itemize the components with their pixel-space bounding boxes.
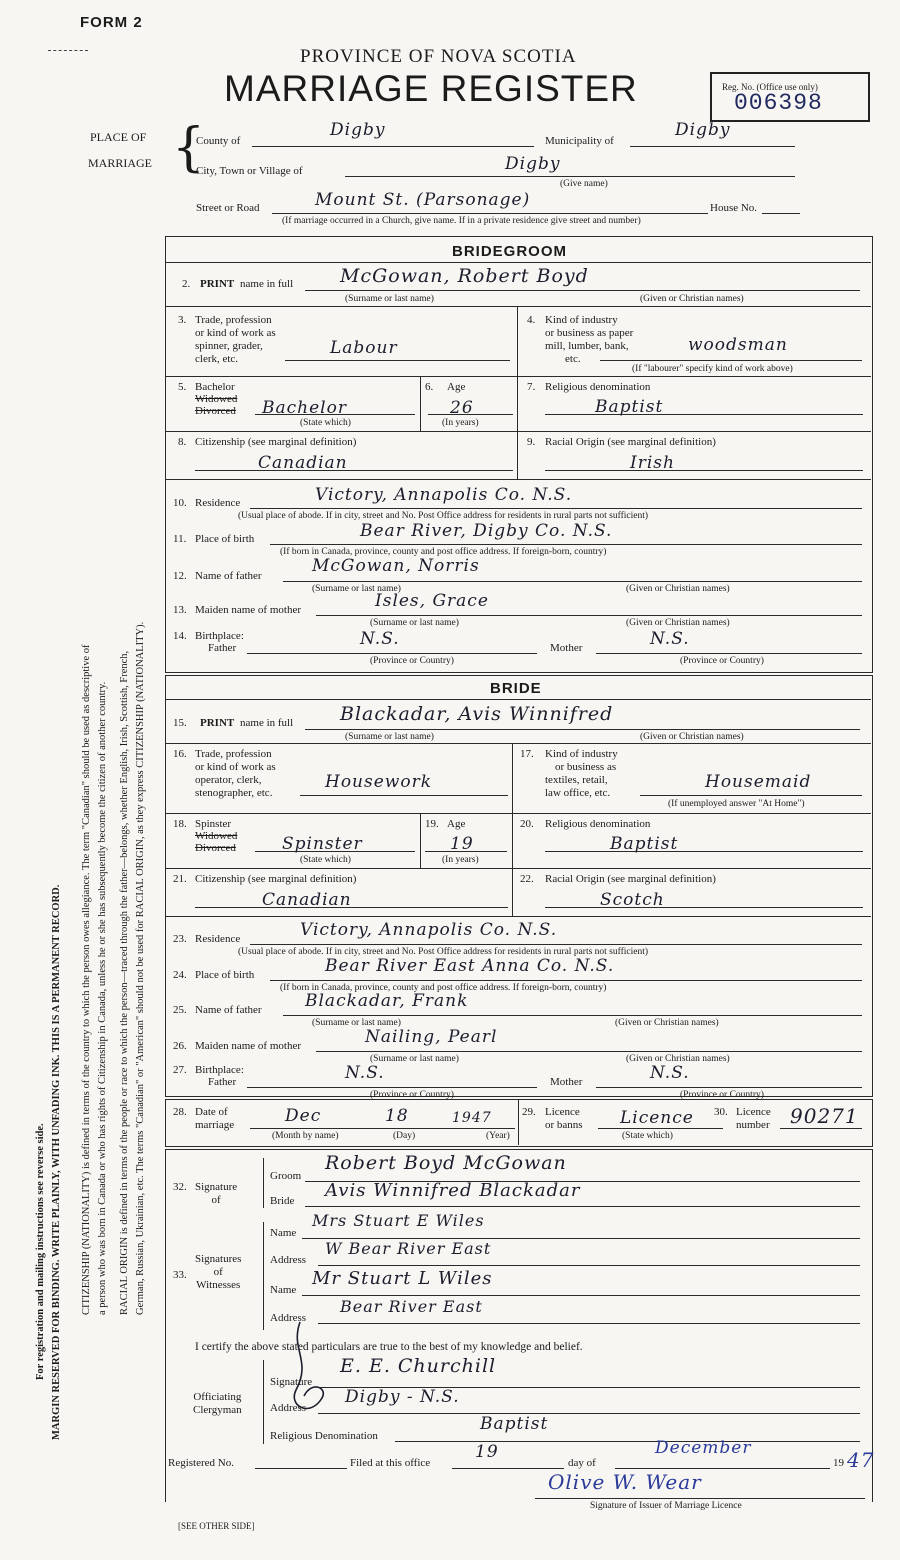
filed-day-value: 19: [475, 1442, 499, 1462]
month-caption: (Month by name): [272, 1131, 339, 1141]
certify-text: I certify the above stated particulars are true to the best of my knowledge and belief.: [195, 1341, 583, 1353]
item-number: 2.: [182, 278, 191, 290]
groom-trade-value: Labour: [330, 338, 398, 358]
mother-bp-label: Mother: [550, 642, 583, 654]
name-label: Name: [270, 1284, 297, 1296]
bride-name-label: name in full: [240, 717, 294, 729]
address-label: Address: [270, 1312, 307, 1324]
binding-mark: [48, 50, 88, 51]
margin-racial-2: German, Russian, Ukrainian, etc. The terms "Canadian" or "American" should not be used for RACIAL ORIGIN, as they express CITIZENSHIP (NATIONALITY).: [135, 621, 146, 1315]
years-caption: (In years): [442, 418, 479, 428]
brace: {: [172, 118, 206, 178]
province-heading: PROVINCE OF NOVA SCOTIA: [300, 46, 577, 67]
groom-age-label: Age: [447, 381, 466, 393]
bride-birth-value: Bear River East Anna Co. N.S.: [325, 956, 615, 976]
date-label: Date of marriage: [195, 1106, 235, 1131]
signature-label: Signature of: [195, 1181, 238, 1206]
margin-citizenship-2: a person who was born in Canada or who has rights of Citizenship in Canada, unless he or she has subsequently become the citizen of another country.: [97, 681, 108, 1315]
licence-value: Licence: [620, 1108, 694, 1128]
state-caption: (State which): [622, 1131, 673, 1141]
item-number: 3.: [178, 314, 187, 326]
registered-no-label: Registered No.: [168, 1457, 234, 1469]
given-caption: (Given or Christian names): [626, 1054, 730, 1064]
reg-no-value: 006398: [734, 90, 823, 116]
bride-signature: Avis Winnifred Blackadar: [325, 1180, 581, 1201]
witness-1-address: W Bear River East: [325, 1239, 492, 1258]
groom-mother-bp-value: N.S.: [650, 629, 690, 649]
clergy-signature-label: Signature: [270, 1376, 313, 1388]
province-caption: (Province or Country): [680, 656, 764, 666]
item-number: 16.: [173, 748, 187, 760]
state-caption: (State which): [300, 855, 351, 865]
item-number: 17.: [520, 748, 534, 760]
municipality-value: Digby: [675, 120, 731, 140]
groom-racial-value: Irish: [630, 453, 675, 473]
item-number: 13.: [173, 604, 187, 616]
clergy-label: Officiating Clergyman: [193, 1391, 242, 1416]
groom-birthplace-label: Birthplace:: [195, 630, 244, 642]
form-label: FORM 2: [80, 14, 143, 31]
bride-birthplace-label: Birthplace:: [195, 1064, 244, 1076]
groom-industry-label: Kind of industry or business as paper mill, lumber, bank, etc.: [545, 314, 634, 365]
industry-caption: (If unemployed answer "At Home"): [668, 799, 805, 809]
day-caption: (Day): [393, 1131, 416, 1141]
groom-sig-label: Groom: [270, 1170, 302, 1182]
groom-religion-label: Religious denomination: [545, 381, 651, 393]
bride-age-label: Age: [447, 818, 466, 830]
years-caption: (In years): [442, 855, 479, 865]
bride-religion-value: Baptist: [610, 834, 679, 854]
surname-caption: (Surname or last name): [370, 618, 459, 628]
margin-racial-1: RACIAL ORIGIN is defined in terms of the people or race to which the person—traced through the father—belongs, whether English, Irish, Scottish, French,: [119, 650, 130, 1315]
item-number: 20.: [520, 818, 534, 830]
surname-caption: (Surname or last name): [345, 732, 434, 742]
bride-trade-value: Housework: [325, 772, 433, 792]
groom-age-value: 26: [450, 398, 474, 418]
clergy-address-label: Address: [270, 1402, 307, 1414]
groom-residence-label: Residence: [195, 497, 241, 509]
see-other-side: [SEE OTHER SIDE]: [178, 1521, 255, 1531]
name-label: Name: [270, 1227, 297, 1239]
city-label: City, Town or Village of: [196, 165, 303, 177]
day-of-label: day of: [568, 1457, 596, 1469]
item-number: 18.: [173, 818, 187, 830]
groom-religion-value: Baptist: [595, 397, 664, 417]
item-number: 24.: [173, 969, 187, 981]
municipality-label: Municipality of: [545, 135, 614, 147]
house-label: House No.: [710, 202, 758, 214]
bride-citizenship-value: Canadian: [262, 890, 352, 910]
item-number: 22.: [520, 873, 534, 885]
birth-caption: (If born in Canada, province, county and post office address. If foreign-born, country): [280, 547, 607, 557]
item-number: 4.: [527, 314, 536, 326]
item-number: 33.: [173, 1269, 187, 1281]
groom-signature: Robert Boyd McGowan: [325, 1152, 567, 1174]
state-caption: (State which): [300, 418, 351, 428]
item-number: 12.: [173, 570, 187, 582]
city-value: Digby: [505, 154, 561, 174]
mother-bp-label: Mother: [550, 1076, 583, 1088]
given-caption: (Given or Christian names): [626, 618, 730, 628]
item-number: 30.: [714, 1106, 728, 1118]
groom-status-value: Bachelor: [262, 398, 347, 418]
marriage-day-value: 18: [385, 1106, 409, 1126]
item-number: 15.: [173, 717, 187, 729]
bride-industry-value: Housemaid: [705, 772, 812, 792]
groom-name-label: name in full: [240, 278, 294, 290]
reg-no-box: [710, 72, 870, 122]
province-caption: (Province or Country): [370, 656, 454, 666]
street-label: Street or Road: [196, 202, 260, 214]
item-number: 26.: [173, 1040, 187, 1052]
street-note: (If marriage occurred in a Church, give name. If in a private residence give street and number): [282, 216, 641, 226]
bride-mother-label: Maiden name of mother: [195, 1040, 301, 1052]
given-caption: (Given or Christian names): [615, 1018, 719, 1028]
bride-father-bp-value: N.S.: [345, 1063, 385, 1083]
residence-caption: (Usual place of abode. If in city, street and No. Post Office address for residents in rural parts not sufficient): [238, 511, 649, 521]
groom-father-label: Name of father: [195, 570, 262, 582]
clergy-denomination-label: Religious Denomination: [270, 1430, 378, 1442]
bride-name-value: Blackadar, Avis Winnifred: [340, 703, 614, 725]
street-value: Mount St. (Parsonage): [315, 190, 531, 210]
item-number: 29.: [522, 1106, 536, 1118]
given-caption: (Given or Christian names): [640, 732, 744, 742]
groom-trade-label: Trade, profession or kind of work as spinner, grader, clerk, etc.: [195, 314, 276, 365]
bride-citizenship-label: Citizenship (see marginal definition): [195, 873, 357, 885]
birth-caption: (If born in Canada, province, county and post office address. If foreign-born, country): [280, 983, 607, 993]
item-number: 11.: [173, 533, 187, 545]
print-label: PRINT: [200, 717, 235, 729]
clergy-signature: E. E. Churchill: [340, 1355, 497, 1377]
flourish-mark: [282, 1320, 332, 1430]
item-number: 19.: [425, 818, 439, 830]
witness-1-name: Mrs Stuart E Wiles: [312, 1211, 485, 1230]
groom-residence-value: Victory, Annapolis Co. N.S.: [315, 485, 573, 505]
bride-racial-label: Racial Origin (see marginal definition): [545, 873, 716, 885]
reg-no-label: Reg. No. (Office use only): [722, 82, 818, 92]
item-number: 28.: [173, 1106, 187, 1118]
bride-racial-value: Scotch: [600, 890, 665, 910]
address-label: Address: [270, 1254, 307, 1266]
surname-caption: (Surname or last name): [312, 1018, 401, 1028]
residence-caption: (Usual place of abode. If in city, street and No. Post Office address for residents in rural parts not sufficient): [238, 947, 649, 957]
bridegroom-heading: BRIDEGROOM: [452, 243, 567, 260]
bride-mother-bp-value: N.S.: [650, 1063, 690, 1083]
province-caption: (Province or Country): [370, 1090, 454, 1100]
county-value: Digby: [330, 120, 386, 140]
item-number: 8.: [178, 436, 187, 448]
groom-status-label: Bachelor Widowed Divorced: [195, 381, 238, 417]
industry-caption: (If "labourer" specify kind of work above): [632, 364, 793, 374]
licence-no-label: Licence number: [736, 1106, 771, 1131]
groom-racial-label: Racial Origin (see marginal definition): [545, 436, 716, 448]
item-number: 6.: [425, 381, 434, 393]
item-number: 14.: [173, 630, 187, 642]
surname-caption: (Surname or last name): [345, 294, 434, 304]
filed-month-value: December: [655, 1438, 752, 1458]
item-number: 23.: [173, 933, 187, 945]
filed-label: Filed at this office: [350, 1457, 431, 1469]
item-number: 32.: [173, 1181, 187, 1193]
groom-citizenship-label: Citizenship (see marginal definition): [195, 436, 357, 448]
issuer-signature: Olive W. Wear: [548, 1470, 702, 1494]
margin-binding-note: MARGIN RESERVED FOR BINDING. WRITE PLAINLY, WITH UNFADING INK. THIS IS A PERMANENT RECORD.: [51, 884, 62, 1440]
witness-2-address: Bear River East: [340, 1297, 483, 1316]
give-name-caption: (Give name): [560, 179, 608, 189]
bride-section: [165, 675, 873, 1097]
place-heading-1: PLACE OF: [90, 130, 147, 144]
groom-mother-label: Maiden name of mother: [195, 604, 301, 616]
province-caption: (Province or Country): [680, 1090, 764, 1100]
bride-status-label: Spinster Widowed Divorced: [195, 818, 238, 854]
given-caption: (Given or Christian names): [640, 294, 744, 304]
groom-industry-value: woodsman: [688, 335, 788, 355]
groom-birth-value: Bear River, Digby Co. N.S.: [360, 521, 613, 541]
bride-father-label: Name of father: [195, 1004, 262, 1016]
bride-birth-label: Place of birth: [195, 969, 255, 981]
item-number: 27.: [173, 1064, 187, 1076]
father-bp-label: Father: [208, 642, 237, 654]
item-number: 25.: [173, 1004, 187, 1016]
surname-caption: (Surname or last name): [370, 1054, 459, 1064]
bride-heading: BRIDE: [490, 680, 542, 697]
groom-mother-value: Isles, Grace: [375, 591, 489, 611]
clergy-address: Digby - N.S.: [345, 1387, 460, 1407]
groom-father-value: McGowan, Norris: [312, 556, 480, 576]
filed-year-value: 47: [847, 1448, 875, 1472]
margin-citizenship-1: CITIZENSHIP (NATIONALITY) is defined in terms of the country to which the person owes allegiance. The term "Canadian" should be used as descriptive of: [81, 644, 92, 1315]
place-heading-2: MARRIAGE: [88, 156, 153, 170]
given-caption: (Given or Christian names): [626, 584, 730, 594]
bride-residence-value: Victory, Annapolis Co. N.S.: [300, 920, 558, 940]
groom-birth-label: Place of birth: [195, 533, 255, 545]
bride-trade-label: Trade, profession or kind of work as operator, clerk, stenographer, etc.: [195, 748, 276, 799]
witness-label: Signatures of Witnesses: [195, 1253, 242, 1291]
groom-father-bp-value: N.S.: [360, 629, 400, 649]
item-number: 5.: [178, 381, 187, 393]
item-number: 10.: [173, 497, 187, 509]
clergy-denomination: Baptist: [480, 1414, 549, 1434]
item-number: 21.: [173, 873, 187, 885]
bride-status-value: Spinster: [282, 834, 363, 854]
issuer-caption: Signature of Issuer of Marriage Licence: [590, 1501, 742, 1511]
print-label: PRINT: [200, 278, 235, 290]
surname-caption: (Surname or last name): [312, 584, 401, 594]
county-label: County of: [196, 135, 241, 147]
year-caption: (Year): [486, 1131, 510, 1141]
bride-religion-label: Religious denomination: [545, 818, 651, 830]
marriage-year-value: 1947: [452, 1110, 492, 1126]
bride-industry-label: Kind of industry or business as textiles, retail, law office, etc.: [545, 748, 618, 799]
marriage-month-value: Dec: [285, 1106, 322, 1126]
licence-no-value: 90271: [790, 1104, 859, 1128]
groom-citizenship-value: Canadian: [258, 453, 348, 473]
margin-instructions: For registration and mailing instructions see reverse side.: [35, 1123, 46, 1380]
groom-name-value: McGowan, Robert Boyd: [340, 265, 589, 287]
bride-sig-label: Bride: [270, 1195, 295, 1207]
bride-residence-label: Residence: [195, 933, 241, 945]
bride-mother-value: Nailing, Pearl: [365, 1027, 498, 1047]
father-bp-label: Father: [208, 1076, 237, 1088]
bride-age-value: 19: [450, 834, 474, 854]
item-number: 7.: [527, 381, 536, 393]
item-number: 9.: [527, 436, 536, 448]
page-title: MARRIAGE REGISTER: [224, 68, 638, 109]
bride-father-value: Blackadar, Frank: [305, 991, 469, 1011]
year-prefix: 19: [833, 1457, 844, 1469]
witness-2-name: Mr Stuart L Wiles: [312, 1268, 493, 1289]
licence-label: Licence or banns: [545, 1106, 583, 1131]
